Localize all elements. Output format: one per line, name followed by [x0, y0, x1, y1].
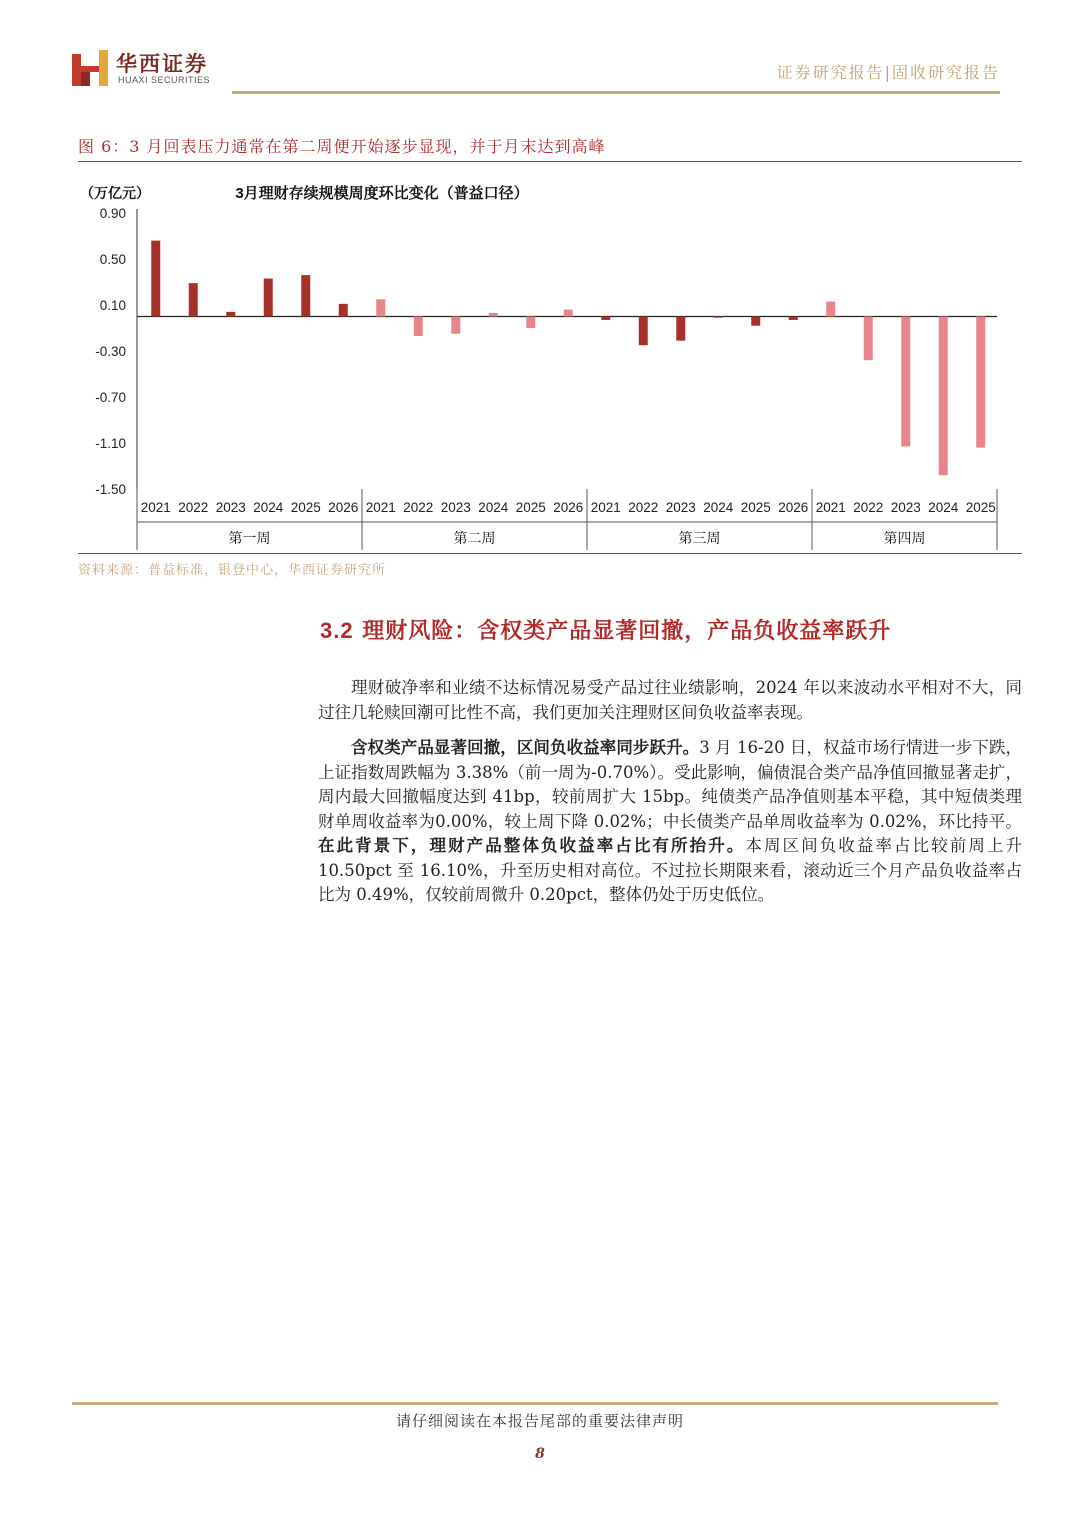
- legal-disclaimer: 请仔细阅读在本报告尾部的重要法律声明: [395, 1412, 684, 1430]
- bar: [451, 317, 460, 334]
- paragraph-2-body-1: 3 月 16-20 日，权益市场行情进一步下跌，上证指数周跌幅为 3.38%（前一周为-0.70%）。受此影响，偏债混合类产品净值回撤显著走扩，周内最大回撤幅度达到 41bp，较前周扩大 15bp。纯债类产品净值则基本平稳，其中短债类理财单周收益率为0.00%，较上周下降 0.02%；中长债类产品单周收益率为 0.02%，环比持平。: [318, 738, 1022, 831]
- x-tick-label: 2024: [478, 500, 509, 515]
- paragraph-2-lead: 含权类产品显著回撤，区间负收益率同步跃升。: [351, 738, 700, 757]
- group-label: 第三周: [678, 530, 721, 546]
- x-tick-label: 2026: [328, 500, 359, 515]
- page-number: 8: [535, 1446, 545, 1462]
- x-tick-label: 2023: [215, 500, 246, 515]
- figure-source: 资料来源：普益标准，银登中心，华西证券研究所: [78, 563, 387, 578]
- header-divider: [232, 91, 1000, 94]
- paragraph-1: [318, 676, 1022, 725]
- x-tick-label: 2022: [403, 500, 434, 515]
- x-tick-label: 2021: [815, 500, 846, 515]
- bar: [751, 317, 760, 326]
- bar: [639, 317, 648, 346]
- figure-bottom-rule: [78, 553, 1022, 554]
- x-tick-label: 2021: [140, 500, 171, 515]
- section-title-text: 理财风险：含权类产品显著回撤，产品负收益率跃升: [362, 618, 892, 644]
- bar: [901, 317, 910, 447]
- report-type: 证券研究报告|固收研究报告: [776, 63, 1000, 82]
- bar: [376, 299, 385, 316]
- x-tick-label: 2023: [440, 500, 471, 515]
- company-logo-mark: [72, 50, 108, 86]
- paragraph-2-emphasis: 在此背景下，理财产品整体负收益率占比有所抬升。: [318, 836, 746, 855]
- y-tick-label: -0.30: [95, 344, 126, 359]
- bar: [601, 317, 610, 320]
- x-tick-label: 2025: [515, 500, 546, 515]
- x-tick-label: 2023: [665, 500, 696, 515]
- chart-title: 3月理财存续规模周度环比变化（普益口径）: [235, 185, 529, 202]
- figure-caption: 图 6：3 月回表压力通常在第二周便开始逐步显现，并于月末达到高峰: [78, 137, 606, 156]
- section-number: 3.2: [320, 618, 354, 643]
- x-tick-label: 2021: [365, 500, 396, 515]
- footer-divider: [72, 1402, 998, 1405]
- figure-top-rule: [78, 161, 1022, 162]
- bar: [826, 302, 835, 317]
- x-tick-label: 2022: [628, 500, 659, 515]
- x-tick-label: 2025: [290, 500, 321, 515]
- x-tick-label: 2025: [740, 500, 771, 515]
- x-tick-label: 2022: [853, 500, 884, 515]
- bar: [489, 313, 498, 316]
- group-label: 第一周: [228, 530, 271, 546]
- bar: [151, 241, 160, 317]
- y-tick-label: -1.10: [95, 436, 126, 451]
- paragraph-2-body-2: 本周区间负收益率占比较前周上升 10.50pct 至 16.10%，升至历史相对高位。不过拉长期限来看，滚动近三个月产品负收益率占比为 0.49%，仅较前周微升 0.20pct，整体仍处于历史低位。: [318, 836, 1023, 904]
- bar: [864, 317, 873, 361]
- x-tick-label: 2026: [778, 500, 809, 515]
- x-tick-label: 2026: [553, 500, 584, 515]
- paragraph-2: [318, 736, 1022, 908]
- bar: [414, 317, 423, 337]
- bar: [939, 317, 948, 476]
- y-tick-label: 0.50: [99, 252, 126, 267]
- bar: [339, 304, 348, 317]
- bar: [676, 317, 685, 341]
- x-tick-label: 2022: [178, 500, 209, 515]
- x-tick-label: 2024: [928, 500, 959, 515]
- y-tick-label: -0.70: [95, 390, 126, 405]
- bar: [714, 317, 723, 318]
- bar: [564, 310, 573, 317]
- y-tick-label: -1.50: [95, 482, 126, 497]
- bar: [189, 283, 198, 316]
- company-name-cn: 华西证券: [116, 52, 208, 76]
- bar: [526, 317, 535, 329]
- x-tick-label: 2024: [703, 500, 734, 515]
- x-tick-label: 2021: [590, 500, 621, 515]
- bar: [226, 312, 235, 317]
- bar: [976, 317, 985, 448]
- section-heading: [320, 614, 891, 645]
- paragraph-1-text: 理财破净率和业绩不达标情况易受产品过往业绩影响，2024 年以来波动水平相对不大，同过往几轮赎回潮可比性不高，我们更加关注理财区间负收益率表现。: [318, 678, 1022, 722]
- y-tick-label: 0.10: [99, 298, 126, 313]
- bar: [301, 275, 310, 316]
- y-axis-unit: （万亿元）: [80, 185, 150, 201]
- bar: [264, 279, 273, 317]
- group-label: 第二周: [453, 530, 496, 546]
- x-tick-label: 2025: [965, 500, 996, 515]
- y-tick-label: 0.90: [99, 206, 126, 221]
- x-tick-label: 2023: [890, 500, 921, 515]
- bar: [789, 317, 798, 320]
- group-label: 第四周: [883, 530, 926, 546]
- x-tick-label: 2024: [253, 500, 284, 515]
- bar-chart: [78, 176, 1022, 556]
- company-name-en: HUAXI SECURITIES: [118, 75, 211, 85]
